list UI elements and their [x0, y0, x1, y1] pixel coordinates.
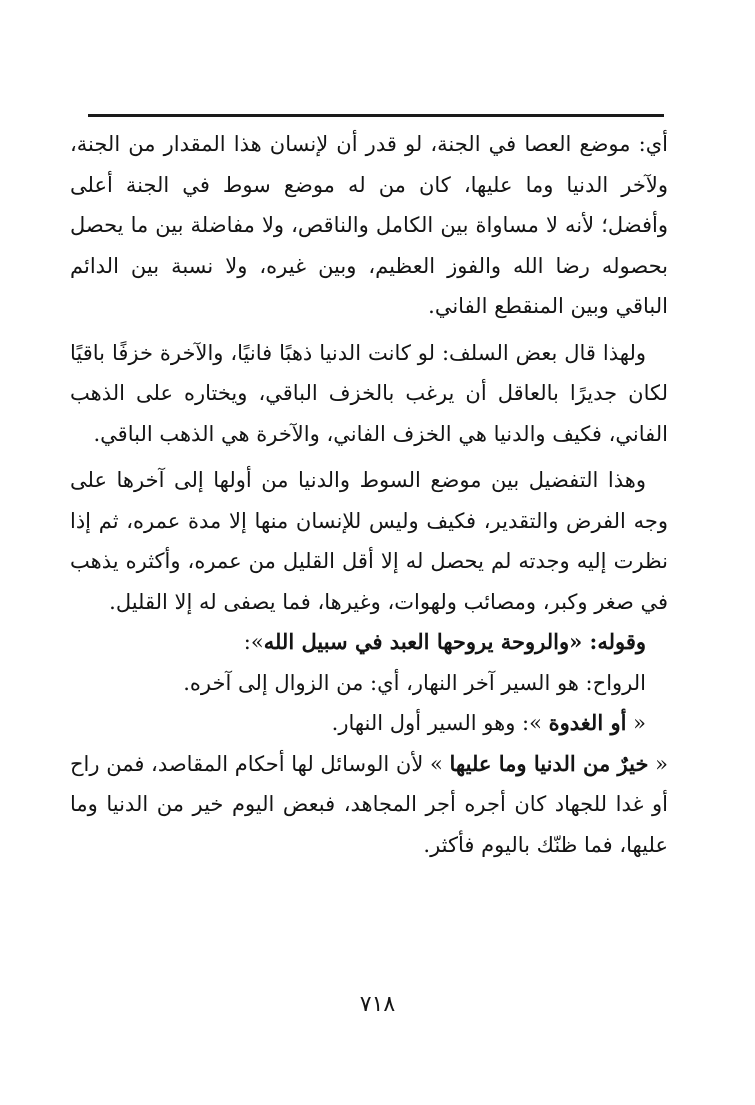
quote-line-1 — [70, 622, 668, 663]
quote-2-tail: »: وهو السير أول النهار. — [331, 711, 542, 735]
paragraph-3: وهذا التفضيل بين موضع السوط والدنيا من أولها إلى آخرها على وجه الفرض والتقدير، فكيف وليس للإنسان منها إلا مدة عمره، ثم إذا نظرت إليه وجدته لم يحصل له إلا أقل القليل من عمره، وأكثره يذهب في صغر وكبر، ومصائب ولهوات، وغيرها، فما يصفى له إلا القليل. — [70, 468, 668, 614]
quote-1-lead: وقوله: « — [569, 629, 646, 654]
page-number: ٧١٨ — [359, 992, 396, 1017]
quote-3-tail: » لأن الوسائل لها أحكام المقاصد، فمن راح أو غدا للجهاد كان أجره أجر المجاهد، فبعض اليوم خير من الدنيا وما عليها، فما ظنّك باليوم فأكثر. — [70, 751, 668, 857]
top-rule-divider — [88, 114, 664, 117]
quote-1-phrase: والروحة يروحها العبد في سبيل الله — [263, 629, 570, 654]
quote-line-2 — [70, 703, 668, 744]
page-body — [70, 124, 668, 865]
rawah-definition: الرواح: هو السير آخر النهار، أي: من الزوال إلى آخره. — [183, 670, 646, 695]
quote-2-phrase: أو الغدوة — [548, 710, 627, 735]
quote-1-tail: »: — [243, 630, 264, 654]
paragraph-2: ولهذا قال بعض السلف: لو كانت الدنيا ذهبًا فانيًا، والآخرة خزفًا باقيًا لكان جديرًا بالعاقل أن يرغب بالخزف الباقي، ويختاره على الذهب الفاني، فكيف والدنيا هي الخزف الفاني، والآخرة هي الذهب الباقي. — [70, 340, 668, 446]
quote-line-3 — [70, 744, 668, 866]
quote-3-open: « — [655, 751, 668, 776]
quote-3-phrase: خيرٌ من الدنيا وما عليها — [449, 750, 649, 776]
paragraph-1: أي: موضع العصا في الجنة، لو قدر أن لإنسان هذا المقدار من الجنة، ولآخر الدنيا وما عليها، كان من له موضع سوط في الجنة أعلى وأفضل؛ لأنه لا مساواة بين الكامل والناقص، ولا مفاضلة بين ما يحصل بحصوله رضا الله والفوز العظيم، وبين غيره، ولا نسبة بين الدائم الباقي وبين المنقطع الفاني. — [70, 132, 668, 318]
quote-2-open: « — [633, 711, 646, 735]
